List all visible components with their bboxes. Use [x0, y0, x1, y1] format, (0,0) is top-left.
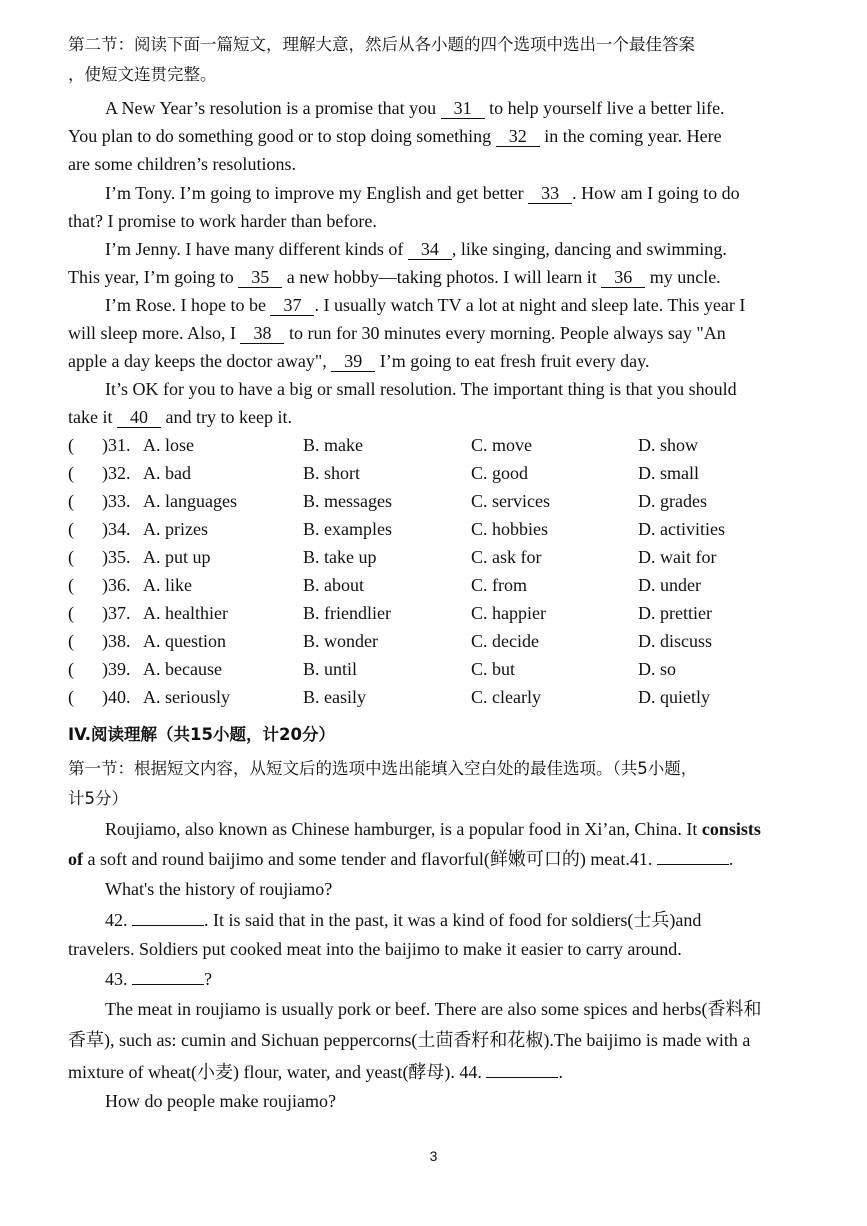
text: 43. — [105, 969, 132, 989]
option-b[interactable]: B. short — [303, 463, 361, 483]
option-d[interactable]: D. small — [638, 463, 699, 483]
option-d[interactable]: D. so — [638, 659, 677, 679]
option-c[interactable]: C. good — [471, 463, 529, 483]
question-number: )40. — [102, 687, 131, 707]
question-number: )38. — [102, 631, 131, 651]
blank-42[interactable] — [132, 907, 204, 926]
blank-36[interactable]: 36 — [601, 268, 645, 288]
question-row — [68, 517, 768, 541]
text: to run for 30 minutes every morning. People always say "An — [284, 323, 726, 343]
blank-34[interactable]: 34 — [408, 240, 452, 260]
text: I’m Jenny. I have many different kinds of — [105, 239, 408, 259]
option-b[interactable]: B. easily — [303, 687, 366, 707]
answer-paren[interactable]: ( — [68, 687, 74, 707]
option-a[interactable]: A. seriously — [143, 687, 230, 707]
question-number: )37. — [102, 603, 131, 623]
option-a[interactable]: A. question — [143, 631, 226, 651]
passage2-line — [105, 907, 701, 932]
passage2-line: travelers. Soldiers put cooked meat into the baijimo to make it easier to carry around. — [68, 939, 682, 959]
question-row — [68, 573, 768, 597]
text: This year, I’m going to — [68, 267, 239, 287]
answer-paren[interactable]: ( — [68, 575, 74, 595]
option-a[interactable]: A. bad — [143, 463, 191, 483]
text: A New Year’s resolution is a promise that you — [105, 98, 441, 118]
text: apple a day keeps the doctor away", — [68, 351, 332, 371]
text: You plan to do something good or to stop doing something — [68, 126, 496, 146]
text: a new hobby—taking photos. I will learn it — [282, 267, 602, 287]
option-c[interactable]: C. ask for — [471, 547, 542, 567]
passage2-line: What's the history of roujiamo? — [105, 879, 333, 899]
text: . — [558, 1062, 563, 1082]
answer-paren[interactable]: ( — [68, 659, 74, 679]
passage1-line — [68, 321, 726, 345]
option-d[interactable]: D. show — [638, 435, 699, 455]
text: will sleep more. Also, I — [68, 323, 241, 343]
page-number: 3 — [429, 1148, 438, 1164]
text: I’m going to eat fresh fruit every day. — [375, 351, 650, 371]
question-row — [68, 601, 768, 625]
option-a[interactable]: A. like — [143, 575, 192, 595]
text: and try to keep it. — [160, 407, 292, 427]
passage1-line — [105, 181, 740, 205]
text: I’m Rose. I hope to be — [105, 295, 271, 315]
text: 42. — [105, 910, 132, 930]
text: . — [728, 849, 734, 869]
option-d[interactable]: D. quietly — [638, 687, 710, 707]
option-a[interactable]: A. languages — [143, 491, 237, 511]
text: , like singing, dancing and swimming. — [451, 239, 727, 259]
question-row — [68, 685, 768, 709]
option-d[interactable]: D. wait for — [638, 547, 717, 567]
text: . I usually watch TV a lot at night and sleep late. This year I — [314, 295, 746, 315]
blank-35[interactable]: 35 — [238, 268, 282, 288]
blank-33[interactable]: 33 — [528, 184, 572, 204]
question-number: )32. — [102, 463, 131, 483]
blank-43[interactable] — [132, 966, 204, 985]
option-a[interactable]: A. healthier — [143, 603, 228, 623]
passage1-line — [68, 124, 722, 148]
option-b[interactable]: B. wonder — [303, 631, 378, 651]
text: a soft and round baijimo and some tender and flavorful(鲜嫩可口的) meat.41. — [83, 849, 657, 869]
option-c[interactable]: C. from — [471, 575, 527, 595]
option-c[interactable]: C. hobbies — [471, 519, 549, 539]
section4-heading: IV.阅读理解（共15小题，计20分） — [68, 725, 335, 744]
text: ? — [204, 969, 212, 989]
text: to help yourself live a better life. — [484, 98, 725, 118]
option-d[interactable]: D. under — [638, 575, 701, 595]
answer-paren[interactable]: ( — [68, 519, 74, 539]
section2-instruction-line2: ，使短文连贯完整。 — [68, 65, 217, 84]
option-d[interactable]: D. prettier — [638, 603, 712, 623]
blank-41[interactable] — [657, 846, 729, 865]
section4-instruction-line1: 第一节：根据短文内容，从短文后的选项中选出能填入空白处的最佳选项。（共5小题， — [68, 759, 698, 778]
answer-paren[interactable]: ( — [68, 491, 74, 511]
passage2-line: The meat in roujiamo is usually pork or beef. There are also some spices and herbs(香料和 — [105, 999, 762, 1019]
question-row — [68, 461, 768, 485]
passage1-line — [105, 293, 745, 317]
text: . It is said that in the past, it was a kind of food for soldiers(士兵)and — [204, 910, 702, 930]
option-b[interactable]: B. until — [303, 659, 358, 679]
passage1-line — [105, 237, 727, 261]
blank-37[interactable]: 37 — [270, 296, 314, 316]
question-number: )35. — [102, 547, 131, 567]
blank-40[interactable]: 40 — [117, 408, 161, 428]
answer-paren[interactable]: ( — [68, 435, 74, 455]
option-c[interactable]: C. move — [471, 435, 532, 455]
option-c[interactable]: C. happier — [471, 603, 546, 623]
text: . How am I going to do — [572, 183, 740, 203]
text: of — [68, 849, 83, 869]
question-row — [68, 657, 768, 681]
question-number: )33. — [102, 491, 131, 511]
passage1-line: that? I promise to work harder than before. — [68, 211, 377, 231]
blank-39[interactable]: 39 — [331, 352, 375, 372]
passage1-line: It’s OK for you to have a big or small resolution. The important thing is that you should — [105, 379, 737, 399]
text: consists — [701, 819, 761, 839]
option-c[interactable]: C. services — [471, 491, 550, 511]
blank-38[interactable]: 38 — [240, 324, 284, 344]
question-number: )36. — [102, 575, 131, 595]
option-a[interactable]: A. because — [143, 659, 222, 679]
passage2-line: How do people make roujiamo? — [105, 1091, 336, 1111]
question-row — [68, 433, 768, 457]
question-number: )39. — [102, 659, 131, 679]
option-a[interactable]: A. prizes — [143, 519, 208, 539]
text: my uncle. — [645, 267, 721, 287]
question-number: )31. — [102, 435, 131, 455]
option-a[interactable]: A. put up — [143, 547, 211, 567]
option-b[interactable]: B. take up — [303, 547, 377, 567]
text: I’m Tony. I’m going to improve my English and get better — [105, 183, 529, 203]
option-c[interactable]: C. but — [471, 659, 516, 679]
option-b[interactable]: B. examples — [303, 519, 392, 539]
option-d[interactable]: D. grades — [638, 491, 707, 511]
answer-paren[interactable]: ( — [68, 603, 74, 623]
answer-paren[interactable]: ( — [68, 631, 74, 651]
passage1-line — [68, 405, 292, 429]
passage1-line — [105, 96, 725, 120]
question-row — [68, 629, 768, 653]
answer-paren[interactable]: ( — [68, 547, 74, 567]
text: mixture of wheat(小麦) flour, water, and yeast(酵母). 44. — [68, 1062, 487, 1082]
option-d[interactable]: D. discuss — [638, 631, 713, 651]
passage2-line: 香草), such as: cumin and Sichuan peppercorns(土茴香籽和花椒).The baijimo is made with a — [68, 1030, 751, 1050]
option-c[interactable]: C. decide — [471, 631, 539, 651]
option-a[interactable]: A. lose — [143, 435, 194, 455]
text: in the coming year. Here — [539, 126, 722, 146]
passage2-line — [105, 966, 212, 991]
option-b[interactable]: B. about — [303, 575, 364, 595]
option-b[interactable]: B. make — [303, 435, 363, 455]
question-row — [68, 545, 768, 569]
text: take it — [68, 407, 117, 427]
option-c[interactable]: C. clearly — [471, 687, 541, 707]
question-number: )34. — [102, 519, 131, 539]
option-b[interactable]: B. messages — [303, 491, 392, 511]
answer-paren[interactable]: ( — [68, 463, 74, 483]
passage1-line: are some children’s resolutions. — [68, 154, 296, 174]
passage1-line — [68, 349, 650, 373]
blank-44[interactable] — [486, 1059, 558, 1078]
passage1-line — [68, 265, 721, 289]
section4-instruction-line2: 计5分） — [68, 789, 128, 808]
blank-32[interactable]: 32 — [496, 127, 540, 147]
text: Roujiamo, also known as Chinese hamburger, is a popular food in Xi’an, China. It — [105, 819, 702, 839]
option-b[interactable]: B. friendlier — [303, 603, 391, 623]
blank-31[interactable]: 31 — [441, 99, 485, 119]
section2-instruction-line1: 第二节：阅读下面一篇短文，理解大意，然后从各小题的四个选项中选出一个最佳答案 — [68, 35, 695, 54]
option-d[interactable]: D. activities — [638, 519, 725, 539]
passage2-line — [68, 846, 733, 871]
passage2-line — [105, 817, 761, 841]
question-row — [68, 489, 768, 513]
passage2-line — [68, 1059, 563, 1084]
